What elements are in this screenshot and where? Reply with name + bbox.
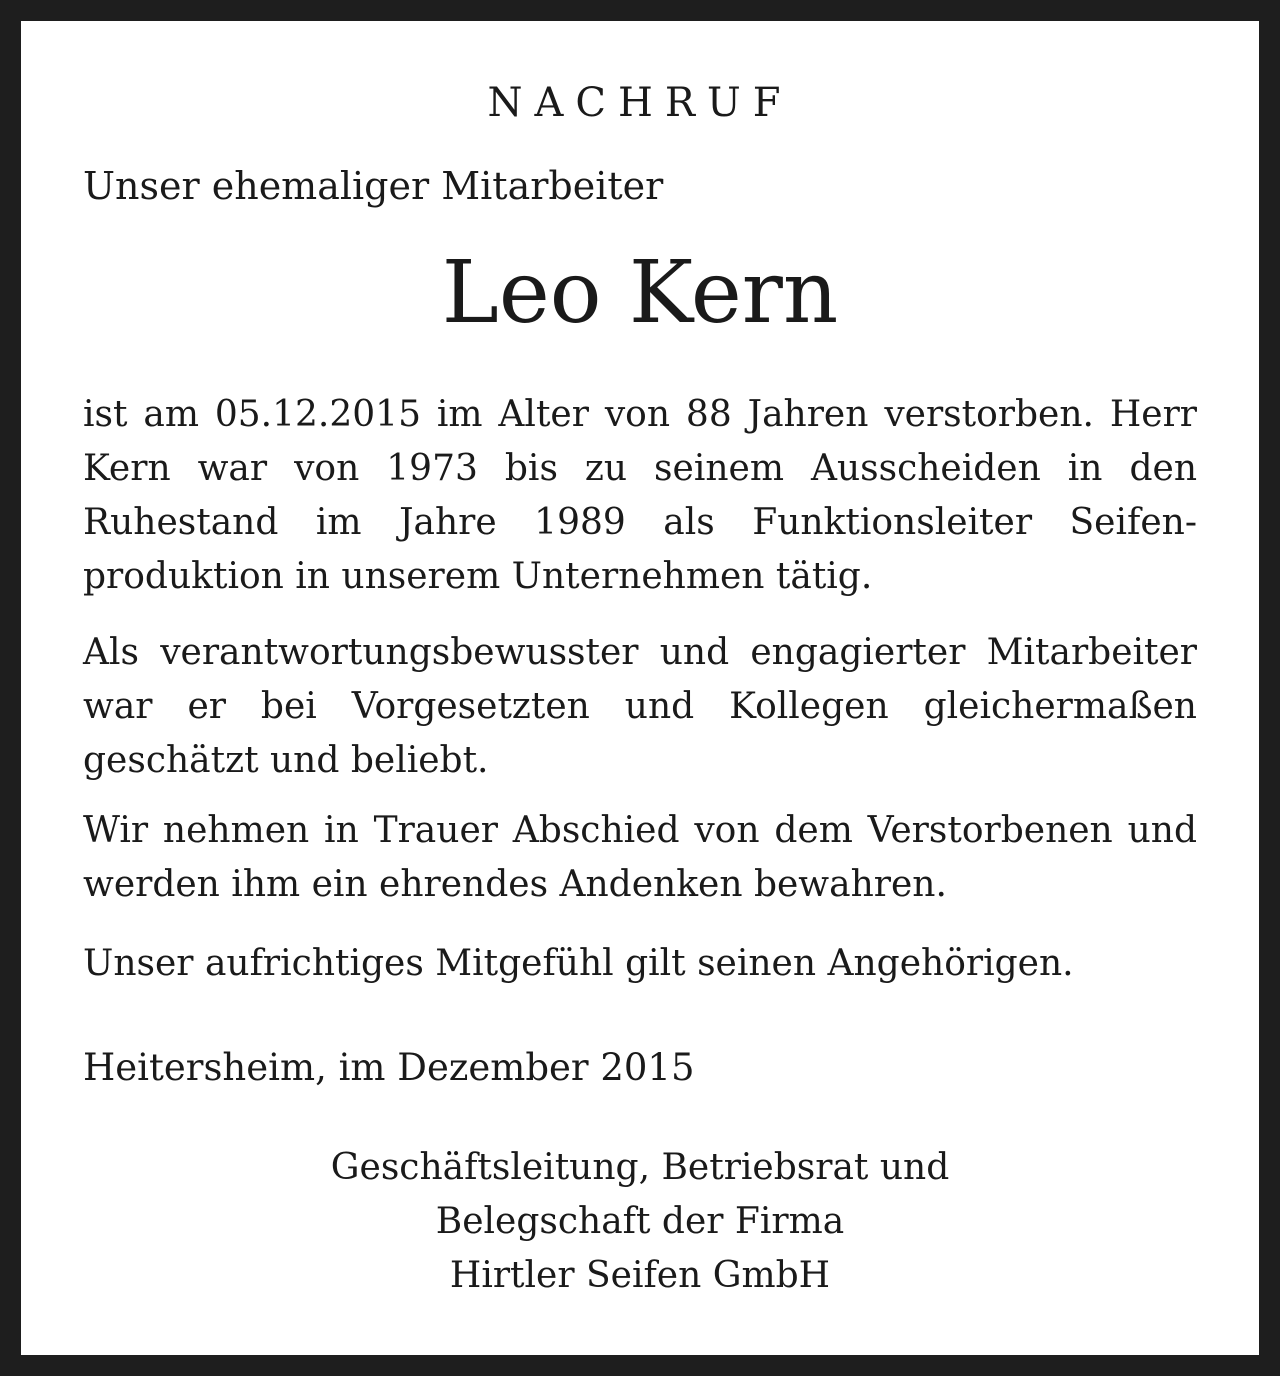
signature-line: Geschäftsleitung, Betriebsrat und [330, 1147, 950, 1188]
paragraph-appreciation: Als verantwortungsbewusster und engagierter Mitarbeiter war er bei Vorgesetzten und Kollegen gleichermaßen geschätzt und beliebt. [83, 632, 1197, 781]
intro-line: Unser ehemaliger Mitarbeiter [83, 164, 664, 208]
deceased-name: Leo Kern [441, 243, 839, 343]
signature-line: Hirtler Seifen GmbH [449, 1255, 831, 1296]
obituary-notice [21, 21, 1259, 1355]
signature-line: Belegschaft der Firma [435, 1201, 845, 1242]
signature-block [21, 1141, 1259, 1303]
place-date: Heitersheim, im Dezember 2015 [83, 1046, 695, 1089]
paragraph-condolence: Unser aufrichtiges Mitgefühl gilt seinen Angehörigen. [83, 943, 1074, 984]
paragraph-life-details: ist am 05.12.2015 im Alter von 88 Jahren verstorben. Herr Kern war von 1973 bis zu seinem Ausscheiden in den Ruhestand im Jahre 1989 als Funktionsleiter Seifenproduktion in unserem Unternehmen tätig. [83, 394, 1197, 597]
paragraph-farewell: Wir nehmen in Trauer Abschied von dem Verstorbenen und werden ihm ein ehrendes Andenken bewahren. [83, 810, 1197, 905]
notice-heading: NACHRUF [487, 80, 793, 126]
